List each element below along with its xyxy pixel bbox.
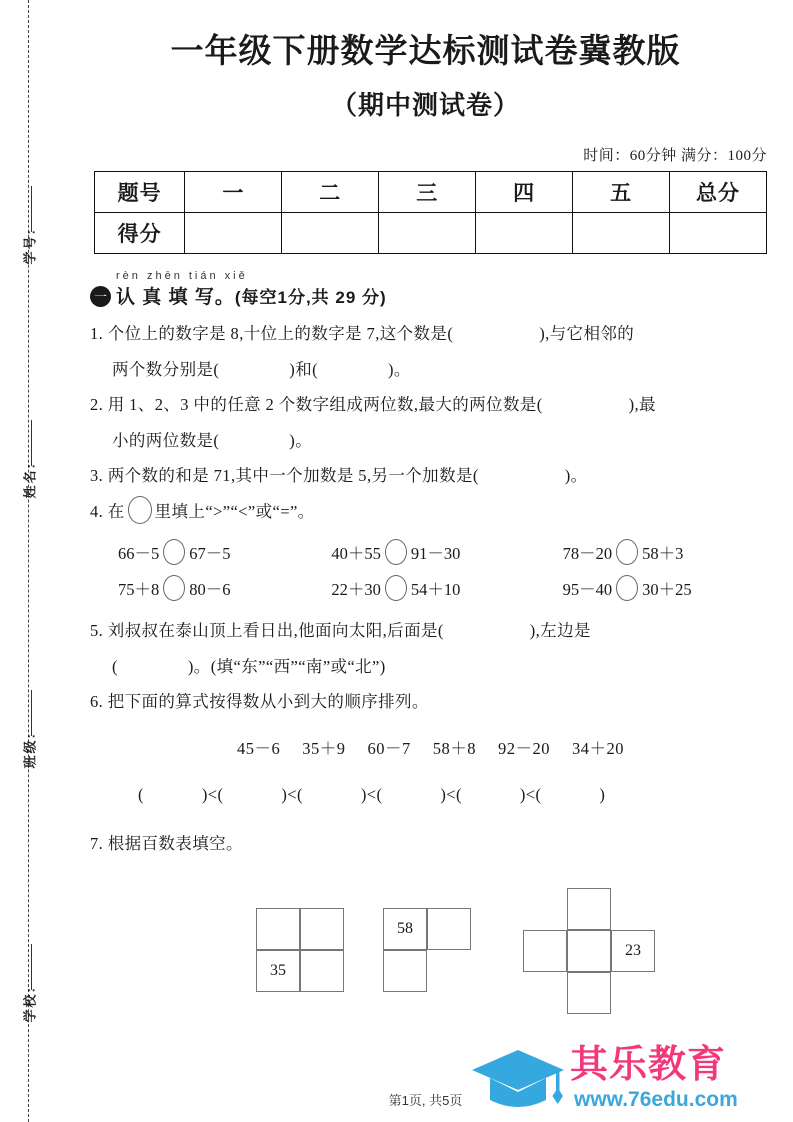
comparison-circle-6[interactable] — [616, 575, 638, 601]
question-5-text-b: ),左边是 — [529, 621, 591, 641]
grid3-cell-left[interactable] — [523, 930, 567, 972]
question-5-line-1 — [90, 613, 771, 648]
answer-sep-7: ) — [599, 784, 606, 804]
table-row-question-numbers — [95, 172, 767, 213]
question-3-text-b: )。 — [564, 466, 588, 486]
grid1-cell-r1c1[interactable] — [300, 950, 344, 992]
comparison-4-left: 75＋8 — [118, 580, 160, 600]
margin-label-name: 姓名: — [22, 462, 38, 499]
score-table-col-4: 四 — [476, 172, 573, 213]
score-cell-5[interactable] — [573, 213, 670, 254]
comparison-1-left: 66－5 — [118, 544, 160, 564]
score-table-col-1: 一 — [185, 172, 282, 213]
comparison-4-right: 80－6 — [189, 580, 231, 600]
question-2 — [90, 387, 771, 458]
comparison-item-4 — [90, 575, 317, 601]
page-footer — [58, 1090, 793, 1109]
question-7-prompt-line — [90, 826, 771, 861]
score-cell-3[interactable] — [379, 213, 476, 254]
expression-6: 34＋20 — [572, 739, 624, 759]
watermark-brand: 其乐教育 — [570, 1044, 727, 1086]
answer-sep-4: )<( — [360, 784, 383, 804]
answer-sep-3: )<( — [281, 784, 303, 804]
score-cell-4[interactable] — [476, 213, 573, 254]
score-table-wrapper — [94, 171, 767, 254]
comparison-5-right: 54＋10 — [410, 580, 461, 600]
question-7-prompt: 根据百数表填空。 — [107, 834, 243, 854]
grid1-cell-r0c1[interactable] — [300, 908, 344, 950]
grid3-cell-top[interactable] — [567, 888, 611, 930]
question-1-text-d: )和( — [289, 359, 318, 379]
grid3-cell-right[interactable]: 23 — [611, 930, 655, 972]
question-7-number: 7. — [90, 834, 104, 854]
grid2-cell-r1c0[interactable] — [383, 950, 427, 992]
question-2-text-a: 用 1、2、3 中的任意 2 个数字组成两位数,最大的两位数是( — [107, 395, 543, 415]
watermark-url: www.76edu.com — [574, 1088, 738, 1111]
cut-dashed-line — [28, 0, 29, 1122]
comparison-circle-3[interactable] — [616, 539, 638, 565]
score-cell-1[interactable] — [185, 213, 282, 254]
question-5-text-c: ( — [112, 656, 118, 676]
question-6-answer-row — [138, 777, 771, 812]
question-1 — [90, 316, 771, 387]
comparison-1-right: 67－5 — [189, 544, 231, 564]
comparison-circle-4[interactable] — [163, 575, 185, 601]
question-5-text-d: )。(填“东”“西”“南”或“北”) — [187, 656, 386, 676]
comparison-item-3 — [531, 539, 762, 565]
score-cell-2[interactable] — [282, 213, 379, 254]
question-2-line-1 — [90, 387, 771, 422]
comparison-circle-prompt[interactable] — [128, 496, 152, 524]
expression-1: 45－6 — [237, 739, 281, 759]
section-number-badge: 一 — [90, 286, 111, 307]
score-table-label-score: 得分 — [95, 213, 185, 254]
answer-sep-1: ( — [138, 784, 144, 804]
question-4-row-1 — [90, 539, 762, 565]
question-1-text-a: 个位上的数字是 8,十位上的数字是 7,这个数是( — [107, 324, 454, 344]
comparison-6-left: 95－40 — [562, 580, 613, 600]
margin-label-class: 班级: — [22, 732, 38, 769]
comparison-5-left: 22＋30 — [331, 580, 381, 600]
question-1-line-2 — [90, 352, 771, 387]
grid2-cell-r0c0[interactable]: 58 — [383, 908, 427, 950]
score-table-col-2: 二 — [282, 172, 379, 213]
question-2-text-b: ),最 — [628, 395, 656, 415]
margin-rule-2 — [31, 420, 32, 466]
grid1-cell-r1c0[interactable]: 35 — [256, 950, 300, 992]
answer-sep-5: )<( — [440, 784, 462, 804]
comparison-item-2 — [317, 539, 530, 565]
margin-rule-4 — [31, 944, 32, 990]
margin-rule-1 — [31, 186, 32, 232]
question-1-number: 1. — [90, 324, 104, 344]
comparison-item-5 — [317, 575, 530, 601]
question-3-number: 3. — [90, 466, 104, 486]
score-table — [94, 171, 767, 254]
score-table-col-total: 总分 — [670, 172, 767, 213]
section-title — [116, 282, 387, 309]
question-6 — [90, 684, 771, 812]
question-4-number: 4. — [90, 501, 104, 521]
comparison-circle-1[interactable] — [163, 539, 185, 565]
expression-5: 92－20 — [498, 739, 550, 759]
question-6-prompt: 把下面的算式按得数从小到大的顺序排列。 — [107, 692, 429, 711]
question-5 — [90, 613, 771, 684]
page-number: 第1页, 共5页 — [388, 1093, 463, 1108]
grid3-cell-bottom[interactable] — [567, 972, 611, 1014]
grid2-cell-r0c1[interactable] — [427, 908, 471, 950]
comparison-item-1 — [90, 539, 317, 565]
section-header — [90, 272, 793, 314]
question-3-text-a: 两个数的和是 71,其中一个加数是 5,另一个加数是( — [107, 466, 479, 486]
margin-label-student-id: 学号: — [22, 228, 38, 265]
grid1-cell-r0c0[interactable] — [256, 908, 300, 950]
question-6-prompt-line — [90, 684, 771, 719]
question-2-number: 2. — [90, 395, 104, 415]
table-row-scores — [95, 213, 767, 254]
expression-3: 60－7 — [367, 739, 411, 759]
question-5-text-a: 刘叔叔在泰山顶上看日出,他面向太阳,后面是( — [107, 621, 444, 641]
margin-label-school: 学校: — [22, 986, 38, 1023]
answer-sep-6: )<( — [519, 784, 542, 804]
question-3 — [90, 458, 771, 493]
question-2-line-2 — [90, 423, 771, 458]
comparison-3-left: 78－20 — [562, 544, 613, 564]
question-4-prompt-b: 里填上“>”“<”或“=”。 — [154, 501, 315, 521]
question-2-text-d: )。 — [289, 430, 313, 450]
question-1-text-b: ),与它相邻的 — [539, 324, 635, 344]
score-table-label-question: 题号 — [95, 172, 185, 213]
exam-meta: 时间：60分钟 满分：100分 — [583, 148, 767, 165]
question-6-number: 6. — [90, 692, 104, 711]
exam-page — [58, 0, 793, 1122]
page-title: 一年级下册数学达标测试卷冀教版 — [170, 34, 681, 70]
question-1-text-c: 两个数分别是( — [112, 359, 220, 379]
comparison-circle-5[interactable] — [385, 575, 407, 601]
question-4-prompt-a: 在 — [107, 501, 125, 521]
question-4-prompt — [90, 494, 771, 529]
question-1-line-1 — [90, 316, 771, 351]
margin-rule-3 — [31, 690, 32, 736]
score-cell-total[interactable] — [670, 213, 767, 254]
question-3-line-1 — [90, 458, 771, 493]
page-subtitle: （期中测试卷） — [330, 91, 520, 121]
section-points: (每空1分,共 29 分) — [234, 288, 387, 308]
question-6-expressions — [90, 731, 771, 766]
question-5-line-2 — [90, 649, 771, 684]
expression-4: 58＋8 — [432, 739, 476, 759]
question-2-text-c: 小的两位数是( — [112, 430, 220, 450]
question-4-row-2 — [90, 575, 762, 601]
expression-2: 35＋9 — [302, 739, 346, 759]
section-title-text: 认 真 填 写。 — [116, 287, 235, 309]
question-1-text-e: )。 — [388, 359, 411, 379]
question-7 — [90, 826, 771, 861]
grid3-cell-center[interactable] — [567, 930, 611, 972]
question-5-number: 5. — [90, 621, 104, 641]
score-table-col-5: 五 — [573, 172, 670, 213]
section-pinyin: rèn zhēn tián xiě — [116, 270, 248, 283]
comparison-circle-2[interactable] — [385, 539, 407, 565]
answer-sep-2: )<( — [201, 784, 224, 804]
score-table-col-3: 三 — [379, 172, 476, 213]
comparison-item-6 — [531, 575, 762, 601]
comparison-3-right: 58＋3 — [642, 544, 684, 564]
question-4 — [90, 494, 771, 529]
hundred-chart-grids — [58, 888, 793, 1000]
comparison-6-right: 30＋25 — [642, 580, 692, 600]
comparison-2-left: 40＋55 — [331, 544, 381, 564]
comparison-2-right: 91－30 — [410, 544, 461, 564]
